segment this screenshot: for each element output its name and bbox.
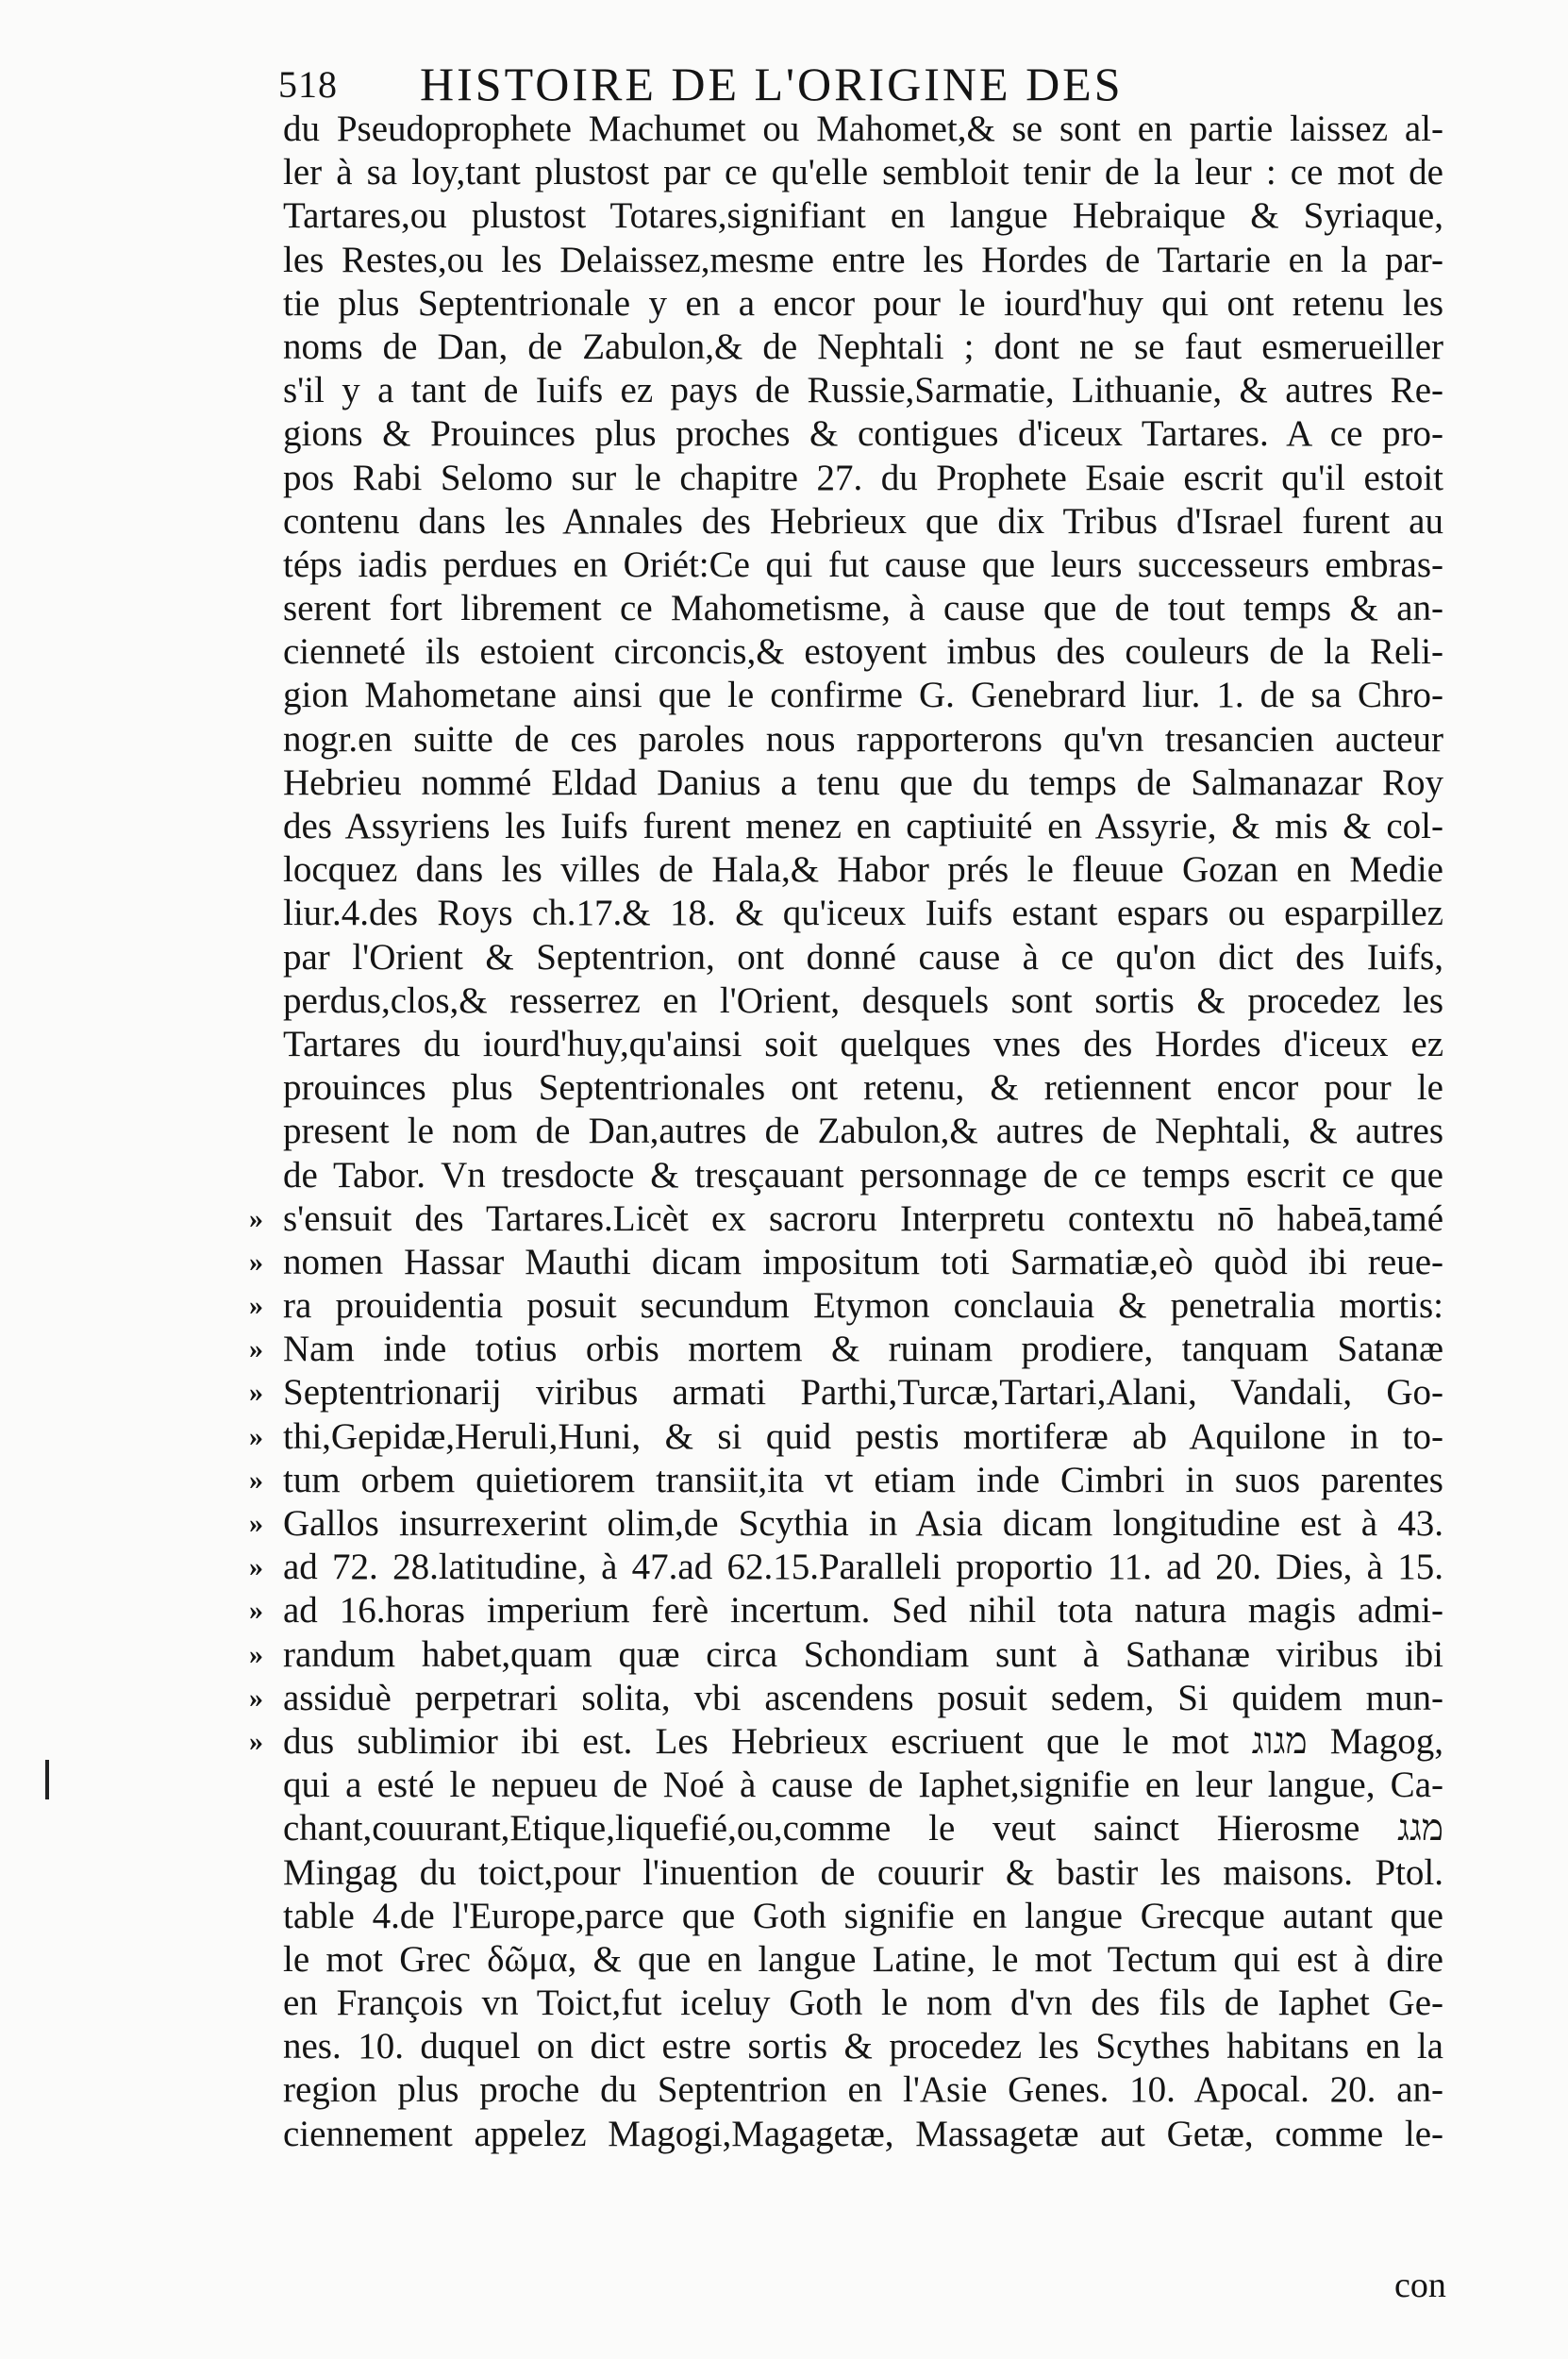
quotation-mark: » — [249, 1420, 263, 1452]
text-line — [283, 2113, 1443, 2156]
quotation-mark: » — [249, 1333, 263, 1365]
line-text: prouinces plus Septentrionales ont retenu, & retiennent encor pour le — [283, 1067, 1443, 1109]
quotation-mark: » — [249, 1551, 263, 1583]
line-text: de Tabor. Vn tresdocte & tresçauant personnage de ce temps escrit ce que — [283, 1154, 1443, 1196]
text-line — [249, 1328, 1443, 1371]
line-text: cienneté ils estoient circoncis,& estoyent imbus des couleurs de la Reli- — [283, 631, 1443, 673]
text-line — [283, 1764, 1443, 1807]
line-text: chant,couurant,Etique,liquefié,ou,comme le veut sainct Hierosme מגג — [283, 1808, 1443, 1849]
line-text: gion Mahometane ainsi que le confirme G. Genebrard liur. 1. de sa Chro- — [283, 675, 1443, 716]
body-text — [249, 108, 1443, 2156]
quotation-mark: » — [249, 1725, 263, 1757]
line-text: ler à sa loy,tant plustost par ce qu'elle sembloit tenir de la leur : ce mot de — [283, 152, 1443, 193]
line-text: Gallos insurrexerint olim,de Scythia in Asia dicam longitudine est à 43. — [283, 1503, 1443, 1544]
page-number: 518 — [278, 63, 338, 106]
line-text: ciennement appelez Magogi,Magagetæ, Massagetæ aut Getæ, comme le- — [283, 2113, 1443, 2154]
text-line — [283, 1023, 1443, 1066]
line-text: serent fort librement ce Mahometisme, à cause que de tout temps & an- — [283, 588, 1443, 629]
text-line — [283, 239, 1443, 282]
line-text: present le nom de Dan,autres de Zabulon,& autres de Nephtali, & autres — [283, 1111, 1443, 1152]
line-text: Mingag du toict,pour l'inuention de couurir & bastir les maisons. Ptol. — [283, 1851, 1443, 1893]
line-text: dus sublimior ibi est. Les Hebrieux escriuent que le mot מגוג Magog, — [283, 1720, 1443, 1762]
quotation-mark: » — [249, 1202, 263, 1234]
text-line — [283, 674, 1443, 717]
text-line — [283, 718, 1443, 761]
text-line — [283, 194, 1443, 238]
line-text: pos Rabi Selomo sur le chapitre 27. du Prophete Esaie escrit qu'il estoit — [283, 457, 1443, 498]
text-line — [283, 108, 1443, 151]
line-text: tum orbem quietiorem transiit,ita vt etiam inde Cimbri in suos parentes — [283, 1459, 1443, 1500]
line-text: en François vn Toict,fut iceluy Goth le nom d'vn des fils de Iaphet Ge- — [283, 1983, 1443, 2024]
text-line — [283, 587, 1443, 630]
text-line — [249, 1633, 1443, 1677]
text-line — [283, 369, 1443, 412]
quotation-mark: » — [249, 1377, 263, 1409]
quotation-mark: » — [249, 1246, 263, 1278]
line-text: les Restes,ou les Delaissez,mesme entre les Hordes de Tartarie en la par- — [283, 239, 1443, 280]
line-text: assiduè perpetrari solita, vbi ascendens posuit sedem, Si quidem mun- — [283, 1677, 1443, 1718]
quotation-mark: » — [249, 1681, 263, 1714]
text-line — [249, 1589, 1443, 1632]
text-line — [283, 1807, 1443, 1850]
text-line — [249, 1197, 1443, 1241]
line-text: ad 16.horas imperium ferè incertum. Sed nihil tota natura magis admi- — [283, 1590, 1443, 1631]
running-head: HISTOIRE DE L'ORIGINE DES — [420, 58, 1124, 110]
text-line — [283, 544, 1443, 587]
line-text: par l'Orient & Septentrion, ont donné cause à ce qu'on dict des Iuifs, — [283, 936, 1443, 978]
line-text: liur.4.des Roys ch.17.& 18. & qu'iceux Iuifs estant espars ou esparpillez — [283, 893, 1443, 934]
text-line — [249, 1677, 1443, 1720]
text-line — [249, 1284, 1443, 1328]
line-text: nes. 10. duquel on dict estre sortis & procedez les Scythes habitans en la — [283, 2026, 1443, 2067]
line-text: region plus proche du Septentrion en l'Asie Genes. 10. Apocal. 20. an- — [283, 2069, 1443, 2111]
quotation-mark: » — [249, 1464, 263, 1496]
margin-ink-mark — [45, 1760, 49, 1799]
line-text: Nam inde totius orbis mortem & ruinam prodiere, tanquam Satanæ — [283, 1329, 1443, 1370]
text-line — [249, 1546, 1443, 1589]
line-text: téps iadis perdues en Oriét:Ce qui fut cause que leurs successeurs embras- — [283, 544, 1443, 585]
text-line — [283, 630, 1443, 674]
line-text: s'ensuit des Tartares.Licèt ex sacroru Interpretu contextu nō habeā,tamé — [283, 1197, 1443, 1239]
text-line — [283, 2068, 1443, 2112]
line-text: nomen Hassar Mauthi dicam impositum toti Sarmatiæ,eò quòd ibi reue- — [283, 1241, 1443, 1282]
text-line — [283, 1110, 1443, 1153]
line-text: perdus,clos,& resserrez en l'Orient, desquels sont sortis & procedez les — [283, 979, 1443, 1021]
text-line — [283, 1851, 1443, 1895]
text-line — [249, 1720, 1443, 1764]
text-line — [283, 1938, 1443, 1982]
text-line — [283, 412, 1443, 456]
text-line — [283, 761, 1443, 805]
text-line — [283, 151, 1443, 194]
line-text: Hebrieu nommé Eldad Danius a tenu que du temps de Salmanazar Roy — [283, 761, 1443, 803]
line-text: du Pseudoprophete Machumet ou Mahomet,& se sont en partie laissez al- — [283, 109, 1443, 149]
text-line — [249, 1241, 1443, 1284]
line-text: contenu dans les Annales des Hebrieux que dix Tribus d'Israel furent au — [283, 500, 1443, 542]
line-text: thi,Gepidæ,Heruli,Huni, & si quid pestis mortiferæ ab Aquilone in to- — [283, 1415, 1443, 1457]
line-text: table 4.de l'Europe,parce que Goth signifie en langue Grecque autant que — [283, 1895, 1443, 1936]
line-text: noms de Dan, de Zabulon,& de Nephtali ; dont ne se faut esmerueiller — [283, 326, 1443, 367]
line-text: des Assyriens les Iuifs furent menez en captiuité en Assyrie, & mis & col- — [283, 806, 1443, 846]
text-line — [249, 1502, 1443, 1546]
line-text: qui a esté le nepueu de Noé à cause de Iaphet,signifie en leur langue, Ca- — [283, 1765, 1443, 1806]
text-line — [249, 1371, 1443, 1414]
line-text: gions & Prouinces plus proches & contigues d'iceux Tartares. A ce pro- — [283, 413, 1443, 455]
line-text: locquez dans les villes de Hala,& Habor prés le fleuue Gozan en Medie — [283, 849, 1443, 891]
text-line — [283, 892, 1443, 935]
text-line — [283, 1895, 1443, 1938]
line-text: randum habet,quam quæ circa Schondiam sunt à Sathanæ viribus ibi — [283, 1633, 1443, 1675]
text-line — [283, 457, 1443, 500]
text-line — [283, 282, 1443, 326]
text-line — [283, 1982, 1443, 2025]
text-line — [249, 1415, 1443, 1459]
line-text: ad 72. 28.latitudine, à 47.ad 62.15.Paralleli proportio 11. ad 20. Dies, à 15. — [283, 1547, 1443, 1588]
page-header — [278, 57, 1278, 113]
line-text: s'il y a tant de Iuifs ez pays de Russie,Sarmatie, Lithuanie, & autres Re- — [283, 370, 1443, 411]
quotation-mark: » — [249, 1638, 263, 1670]
line-text: Septentrionarij viribus armati Parthi,Turcæ,Tartari,Alani, Vandali, Go- — [283, 1372, 1443, 1414]
text-line — [249, 1459, 1443, 1502]
line-text: tie plus Septentrionale y en a encor pour le iourd'huy qui ont retenu les — [283, 282, 1443, 324]
text-line — [283, 1066, 1443, 1110]
quotation-mark: » — [249, 1595, 263, 1627]
text-line — [283, 500, 1443, 544]
text-line — [283, 326, 1443, 369]
line-text: nogr.en suitte de ces paroles nous rapporterons qu'vn tresancien aucteur — [283, 718, 1443, 760]
line-text: ra prouidentia posuit secundum Etymon conclauia & penetralia mortis: — [283, 1285, 1443, 1327]
quotation-mark: » — [249, 1290, 263, 1322]
text-line — [283, 936, 1443, 979]
line-text: le mot Grec δῶμα, & que en langue Latine, le mot Tectum qui est à dire — [283, 1938, 1443, 1980]
text-line — [283, 1154, 1443, 1197]
text-line — [283, 979, 1443, 1023]
text-line — [283, 2025, 1443, 2068]
text-line — [283, 805, 1443, 848]
catchword: con — [1394, 2266, 1446, 2305]
line-text: Tartares du iourd'huy,qu'ainsi soit quelques vnes des Hordes d'iceux ez — [283, 1023, 1443, 1064]
quotation-mark: » — [249, 1508, 263, 1539]
text-line — [283, 848, 1443, 892]
line-text: Tartares,ou plustost Totares,signifiant en langue Hebraique & Syriaque, — [283, 195, 1443, 237]
